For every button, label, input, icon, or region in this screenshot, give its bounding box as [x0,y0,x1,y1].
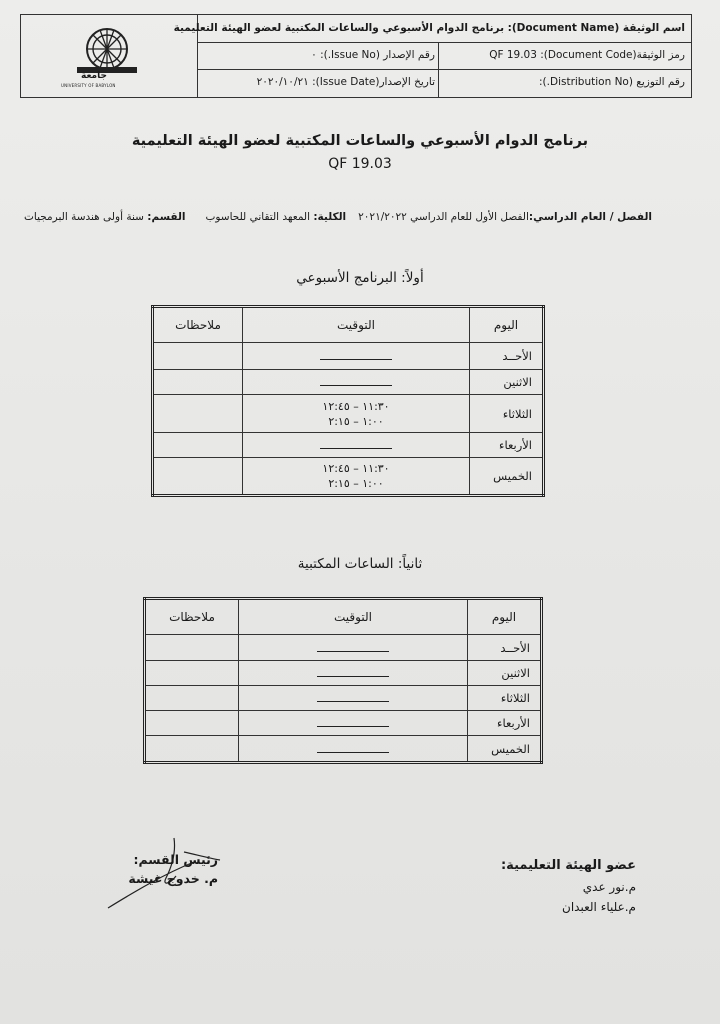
member-signature-block [476,858,636,917]
table-row [153,395,544,433]
day-cell: الاثنين [470,370,544,395]
doc-name: اسم الوثيقة (Document Name): برنامج الدوام الأسبوعي والساعات المكتبية لعضو الهيئة التعليمية [173,22,685,34]
member-label: عضو الهيئة التعليمية: [500,858,636,873]
day-header: اليوم [468,599,542,635]
table-row [145,711,542,736]
notes-cell [153,395,243,433]
issue-no: رقم الإصدار (Issue No.): ٠ [311,49,435,61]
time-header: التوقيت [243,307,470,343]
doc-code: رمز الوثيقة(Document Code): QF 19.03 [489,49,685,61]
notes-cell [153,370,243,395]
university-logo-icon [67,27,147,91]
logo-text: جامعة [81,71,107,81]
distribution-cell [438,69,691,97]
page-code: QF 19.03 [328,156,392,172]
day-cell: الأربعاء [470,433,544,458]
notes-cell [153,458,243,496]
notes-cell [145,736,239,763]
distribution-no: رقم التوزيع (Distribution No.): [539,76,685,88]
document-header [20,14,692,98]
day-cell: الثلاثاء [468,686,542,711]
time-slot: ١١:٣٠ – ١٢:٤٥ [322,462,390,475]
time-cell [243,395,470,433]
semester-label: الفصل / العام الدراسي: [528,211,652,223]
table-row [153,370,544,395]
college-value: المعهد التقاني للحاسوب [205,211,311,223]
office-hours-table [143,597,543,764]
doc-code-row [197,42,691,70]
head-signature-block [118,852,218,886]
time-cell [243,433,470,458]
day-cell: الأربعاء [468,711,542,736]
table-row [145,661,542,686]
doc-code-cell [438,42,691,69]
logo-cell [21,15,198,97]
day-header: اليوم [470,307,544,343]
head-name: م. خدوج غيشة [128,871,218,886]
dept-label: القسم: [147,211,186,223]
notes-header: ملاحظات [145,599,239,635]
table-row [145,635,542,661]
weekly-table [151,305,545,497]
office-header-row [145,599,542,635]
time-slot: ١١:٣٠ – ١٢:٤٥ [322,399,390,413]
table-row [153,433,544,458]
day-cell: الخميس [468,736,542,763]
time-cell [239,736,468,763]
day-cell: الاثنين [468,661,542,686]
table-row [145,736,542,763]
time-slot: ١:٠٠ – ٢:١٥ [328,414,384,428]
doc-name-row [173,15,691,43]
day-cell: الأحــد [468,635,542,661]
dept-value: سنة أولى هندسة البرمجيات [24,211,144,223]
logo-subtext: UNIVERSITY OF BABYLON [61,83,116,88]
notes-cell [145,635,239,661]
day-cell: الثلاثاء [470,395,544,433]
time-cell [243,458,470,496]
issue-date-cell [197,69,441,97]
office-section-title: ثانياً: الساعات المكتبية [297,556,423,572]
weekly-section-title: أولاً: البرنامج الأسبوعي [296,270,424,286]
member-name: م.نور عدي [582,880,636,894]
notes-cell [153,343,243,370]
distribution-row [197,69,691,97]
notes-cell [145,686,239,711]
issue-date: تاريخ الإصدار(Issue Date): ٢٠٢٠/١٠/٢١ [256,76,435,88]
table-row [145,686,542,711]
notes-cell [153,433,243,458]
time-cell [239,661,468,686]
time-slot: ١:٠٠ – ٢:١٥ [328,477,384,490]
time-cell [243,370,470,395]
weekly-header-row [153,307,544,343]
member-name: م.علياء العبدان [562,900,636,914]
table-row [153,458,544,496]
notes-header: ملاحظات [153,307,243,343]
info-line [24,211,652,223]
day-cell: الخميس [470,458,544,496]
table-row [153,343,544,370]
semester-value: الفصل الأول للعام الدراسي ٢٠٢١/٢٠٢٢ [358,211,529,223]
college-label: الكلية: [313,211,347,223]
day-cell: الأحــد [470,343,544,370]
page-title: برنامج الدوام الأسبوعي والساعات المكتبية لعضو الهيئة التعليمية [131,133,589,149]
notes-cell [145,661,239,686]
issue-no-cell [197,42,441,69]
head-label: رئيس القسم: [133,852,218,867]
time-header: التوقيت [239,599,468,635]
notes-cell [145,711,239,736]
time-cell [243,343,470,370]
time-cell [239,711,468,736]
time-cell [239,635,468,661]
time-cell [239,686,468,711]
